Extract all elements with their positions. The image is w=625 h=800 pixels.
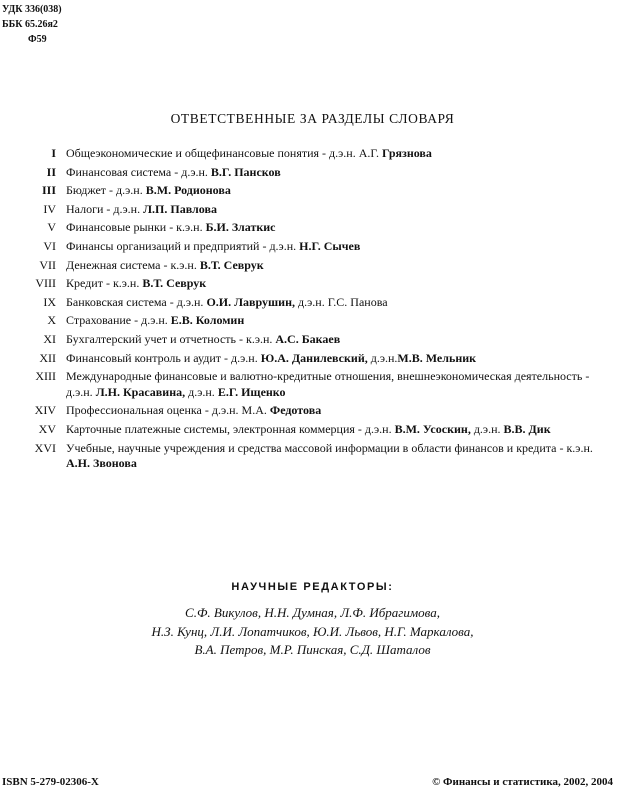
section-editor: Л.Н. Красавина,	[95, 384, 186, 399]
section-editor: Ю.А. Данилевский,	[260, 350, 368, 365]
section-row	[14, 332, 614, 348]
section-editor-extra: д.э.н. Г.С. Панова	[295, 294, 388, 309]
author-sign-code: Ф59	[28, 34, 47, 45]
section-number: XIII	[35, 369, 56, 384]
section-number: VIII	[35, 276, 56, 291]
section-description	[66, 295, 614, 311]
section-editor: Б.И. Златкис	[205, 220, 276, 235]
section-number: VI	[43, 238, 56, 253]
section-description	[66, 332, 614, 348]
section-number: VII	[39, 257, 56, 272]
section-row	[14, 146, 614, 162]
section-description	[66, 313, 614, 329]
section-description	[66, 441, 614, 472]
editors-list	[0, 604, 625, 660]
catalog-codes	[2, 2, 62, 47]
section-title: Карточные платежные системы, электронная коммерция - д.э.н.	[66, 421, 395, 436]
section-editor-second: М.В. Мельник	[397, 350, 477, 365]
section-title: Денежная система - к.э.н.	[66, 257, 200, 272]
section-description	[66, 422, 614, 438]
section-title: Кредит - к.э.н.	[66, 276, 143, 291]
section-row	[14, 351, 614, 367]
section-description	[66, 276, 614, 292]
section-title: Налоги - д.э.н.	[66, 201, 144, 216]
section-number: X	[47, 313, 56, 328]
section-editor-extra: д.э.н.	[185, 384, 218, 399]
section-title: Банковская система - д.э.н.	[66, 294, 207, 309]
editors-title: НАУЧНЫЕ РЕДАКТОРЫ:	[231, 581, 394, 593]
page-heading: ОТВЕТСТВЕННЫЕ ЗА РАЗДЕЛЫ СЛОВАРЯ	[170, 111, 455, 126]
section-title: Страхование - д.э.н.	[66, 313, 171, 328]
section-title: Финансовый контроль и аудит - д.э.н.	[66, 350, 261, 365]
udk-code: УДК 336(038)	[2, 4, 62, 15]
section-title: Финансовые рынки - к.э.н.	[66, 220, 206, 235]
section-title: Бюджет - д.э.н.	[66, 183, 146, 198]
section-title: Общеэкономические и общефинансовые понятия - д.э.н. А.Г.	[66, 146, 382, 160]
section-editor: А.С. Бакаев	[275, 331, 341, 346]
section-editor: Е.В. Коломин	[170, 313, 245, 328]
section-title: Финансовая система - д.э.н.	[66, 164, 211, 179]
section-editor-second: В.В. Дик	[503, 421, 551, 436]
section-description	[66, 403, 614, 419]
editors-line: Н.З. Кунц, Л.И. Лопатчиков, Ю.И. Львов, Н.Г. Маркалова,	[151, 623, 474, 639]
section-row	[14, 441, 614, 472]
section-description	[66, 239, 614, 255]
section-row	[14, 295, 614, 311]
section-editor-second: Е.Г. Ищенко	[217, 384, 286, 399]
section-number: II	[46, 164, 56, 179]
section-number: III	[41, 183, 56, 198]
section-row	[14, 422, 614, 438]
section-description	[66, 351, 614, 367]
section-editor-extra: д.э.н.	[470, 421, 504, 436]
section-editor: Л.П. Павлова	[143, 201, 217, 216]
section-editor: В.М. Родионова	[145, 183, 231, 198]
section-row	[14, 258, 614, 274]
section-row	[14, 202, 614, 218]
section-number: XV	[38, 421, 56, 436]
section-editor: В.Г. Пансков	[210, 164, 281, 179]
section-title: Международные финансовые и валютно-кредитные отношения, внешнеэкономическая деятельность - д.э.н.	[66, 369, 590, 399]
section-title: Бухгалтерский учет и отчетность - к.э.н.	[66, 331, 276, 346]
editors-line: С.Ф. Викулов, Н.Н. Думная, Л.Ф. Ибрагимова,	[185, 605, 440, 620]
section-row	[14, 369, 614, 400]
editors-line: В.А. Петров, М.Р. Пинская, С.Д. Шаталов	[194, 642, 431, 657]
section-editor: Н.Г. Сычев	[299, 238, 361, 253]
section-editor: Федотова	[269, 403, 322, 418]
section-row	[14, 239, 614, 255]
section-number: I	[51, 146, 56, 160]
isbn-text: ISBN 5-279-02306-X	[2, 776, 99, 788]
section-title: Учебные, научные учреждения и средства массовой информации в области финансов и кредита - к.э.н.	[66, 440, 593, 455]
section-number: XII	[39, 350, 56, 365]
section-row	[14, 276, 614, 292]
section-row	[14, 220, 614, 236]
section-row	[14, 313, 614, 329]
section-row	[14, 165, 614, 181]
section-description	[66, 165, 614, 181]
section-description	[66, 220, 614, 236]
section-row	[14, 183, 614, 199]
section-title: Финансы организаций и предприятий - д.э.н.	[66, 238, 300, 253]
section-number: XIV	[34, 403, 56, 418]
bbk-code: ББК 65.26я2	[2, 19, 58, 30]
section-number: XI	[43, 331, 56, 346]
section-description	[66, 369, 614, 400]
section-editor: В.Т. Севрук	[199, 257, 264, 272]
section-number: IV	[43, 201, 56, 216]
section-number: IX	[43, 294, 56, 309]
section-number: V	[47, 220, 56, 235]
section-editor: О.И. Лаврушин,	[206, 294, 296, 309]
section-row	[14, 403, 614, 419]
section-title: Профессиональная оценка - д.э.н. М.А.	[66, 403, 270, 418]
section-editor: Грязнова	[381, 146, 432, 160]
section-description	[66, 183, 614, 199]
section-editor: В.М. Усоскин,	[394, 421, 471, 436]
section-editor-extra: д.э.н.	[367, 350, 398, 365]
section-number: XVI	[34, 440, 56, 455]
copyright-text: © Финансы и статистика, 2002, 2004	[432, 776, 613, 788]
section-editor: А.Н. Звонова	[66, 456, 137, 471]
section-description	[66, 258, 614, 274]
sections-list	[14, 146, 614, 475]
section-description	[66, 146, 614, 162]
section-editor: В.Т. Севрук	[142, 276, 207, 291]
section-description	[66, 202, 614, 218]
